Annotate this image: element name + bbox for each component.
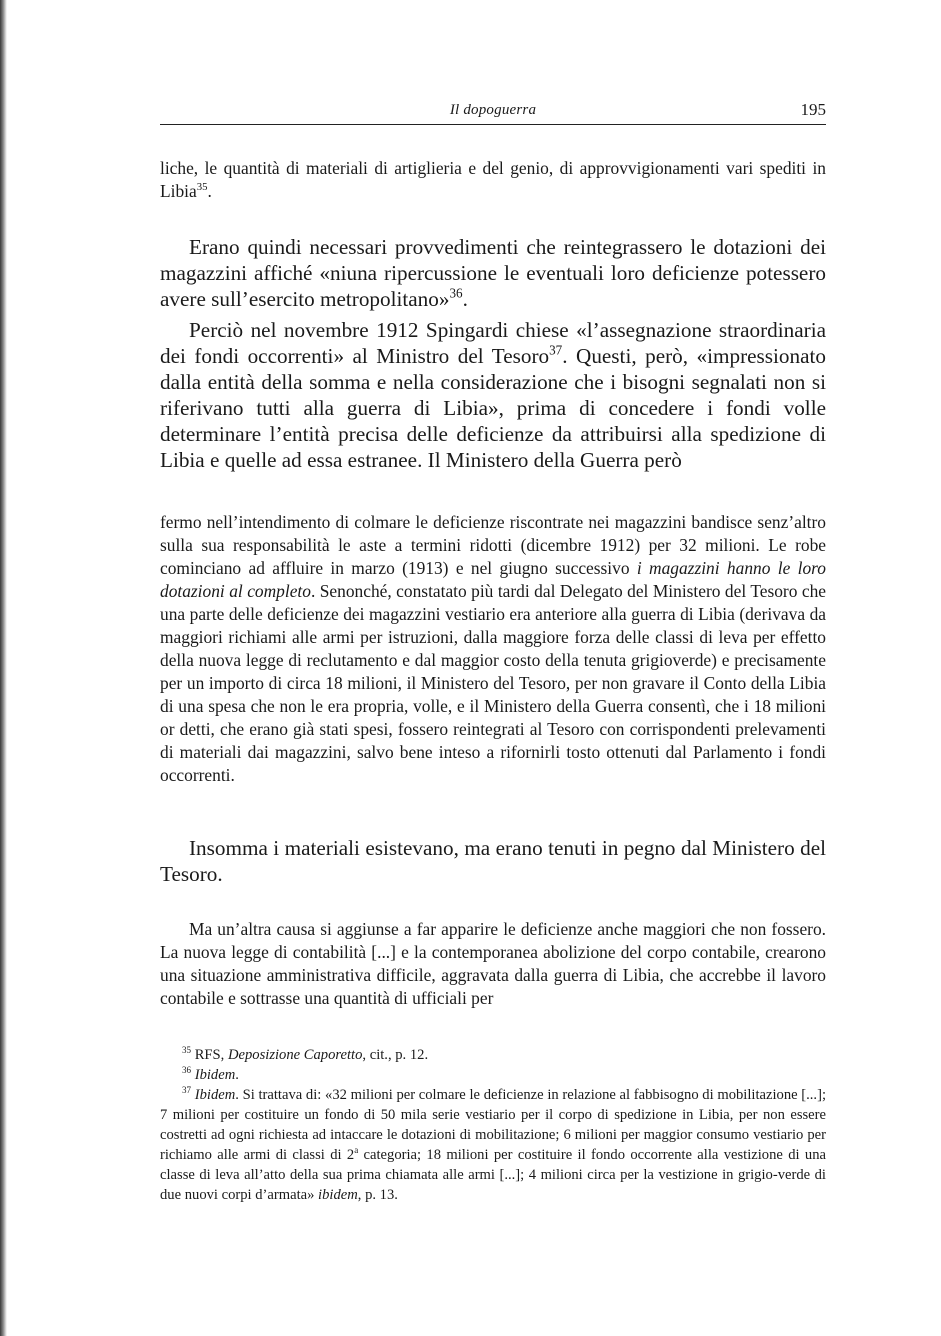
footnotes bbox=[160, 1045, 826, 1205]
paragraph-insomma: Insomma i materiali esistevano, ma erano tenuti in pegno dal Ministero del Tesoro. bbox=[160, 836, 826, 886]
paragraph-causa: Ma un’altra causa si aggiunse a far apparire le deficienze anche maggiori che non fossero. La nuova legge di contabilità [...] e la contemporanea abolizione del corpo contabile, crearono una situazione amministrativa difficile, aggravata dalla guerra di Libia, che accrebbe il lavoro contabile e sottrasse una quantità di ufficiali per bbox=[160, 919, 826, 1008]
book-spine-shadow bbox=[0, 0, 7, 1336]
footnote-ref-37: 37 bbox=[549, 342, 563, 358]
footnote-ref-36: 36 bbox=[449, 285, 463, 301]
quote-emphasis: i magazzini hanno le loro dotazioni al completo bbox=[160, 558, 826, 601]
page-header bbox=[160, 100, 826, 125]
block-quote: fermo nell’intendimento di colmare le deficienze riscontrate nei magazzini bandisce senz’altro sulla sua responsabilità le aste a termini ridotti (dicembre 1912) per 32 milioni. Le robe cominciano ad affluire in marzo (1913) e nel giugno successivo i magazzini hanno le loro dotazioni al completo. Senonché, constatato più tardi dal Delegato del Ministero del Tesoro che una parte delle deficienze dei magazzini vestiario era anteriore alla guerra di Libia (derivava da maggiori richiami alle armi per istruzioni, dalla maggiore forza delle classi di leva per effetto della nuova legge di reclutamento e dal maggior costo della tenuta grigioverde) e precisamente per un importo di circa 18 milioni, il Ministero del Tesoro, per non gravare il Conto della Libia di una spesa che non le era propria, volle, e il Ministero della Guerra consentì, che i 18 milioni or detti, che erano già stati spesi, fossero reintegrati al Tesoro con corrispondenti prelevamenti di materiali dai magazzini, salvo bene inteso a rifornirli tosto ottenuti dal Parlamento i fondi occorrenti. bbox=[160, 512, 826, 785]
footnote-37: $^{37}$ Ibidem. Si trattava di: «32 milioni per colmare le deficienze in relazione al fabbisogno di mobilitazione [...]; 7 milioni per costituire un fondo di 50 mila serie vestiario per il corpo di spedizione in Libia, per non essere costretti ad ogni richiesta ad intaccare le dotazioni di mobilitazione; 6 milioni per maggior consumo vestiario per richiamo alle armi di classi di 2$^a$ categoria; 18 milioni per costituire il fondo occorrente alla vestizione di una classe di leva all’atto della sua prima chiamata alle armi [...]; 4 milioni circa per la vestizione in grigio-verde di due nuovi corpi d’armata» ibidem, p. 13. bbox=[160, 1085, 826, 1203]
running-title: Il dopoguerra bbox=[449, 102, 537, 118]
continued-paragraph: liche, le quantità di materiali di artiglieria e del genio, di approvvigionamenti vari spediti in Libia$^{35}$. bbox=[160, 158, 826, 201]
footnote-ref-35: 35 bbox=[196, 181, 208, 193]
footnote-35: $^{35}$ RFS, Deposizione Caporetto, cit., p. 12. bbox=[182, 1045, 429, 1063]
footnote-36: $^{36}$ Ibidem. bbox=[182, 1065, 239, 1083]
page-number: 195 bbox=[800, 100, 826, 119]
paragraph-provvedimenti: Erano quindi necessari provvedimenti che reintegrassero le dotazioni dei magazzini affiché «niuna ripercussione le eventuali loro deficienze potessero avere sull’esercito metropolitano»$^{36}$. bbox=[160, 235, 826, 311]
paragraph-spingardi: Perciò nel novembre 1912 Spingardi chiese «l’assegnazione straordinaria dei fondi occorrenti» al Ministro del Tesoro$^{37}$. Questi, però, «impressionato dalla entità della somma e nella considerazione che i bisogni segnalati non si riferivano tutti alla guerra di Libia», prima di concedere i fondi volle determinare l’entità precisa delle deficienze da attribuirsi alla spedizione di Libia e quelle ad essa estranee. Il Ministero della Guerra però bbox=[160, 318, 826, 472]
